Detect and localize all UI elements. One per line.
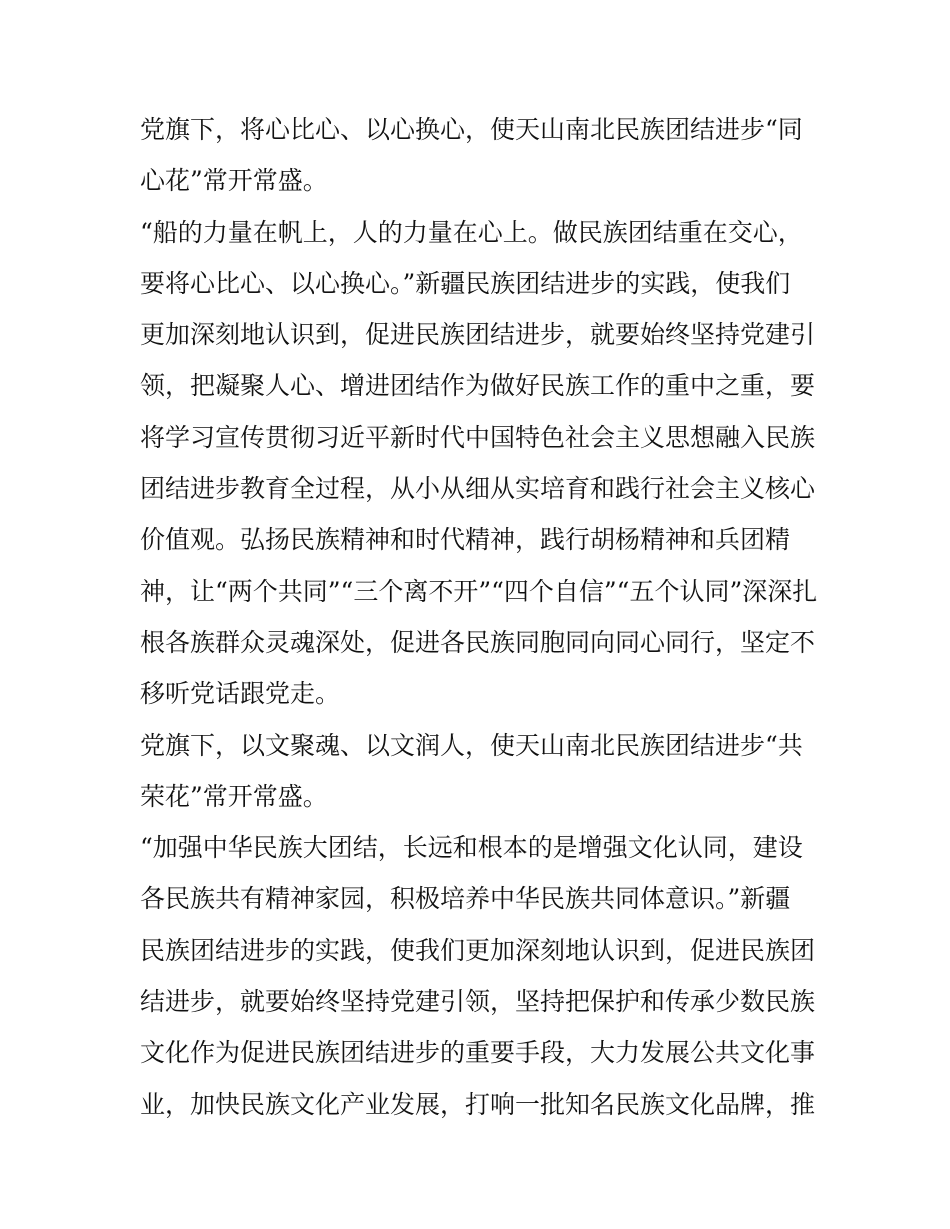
text-line: 价值观。弘扬民族精神和时代精神，践行胡杨精神和兵团精 bbox=[140, 525, 791, 555]
text-line: “加强中华民族大团结，长远和根本的是增强文化认同，建设 bbox=[140, 833, 803, 863]
text-line: 党旗下，以文聚魂、以文润人，使天山南北民族团结进步“共 bbox=[140, 730, 803, 760]
text-line: 要将心比心、以心换心。”新疆民族团结进步的实践，使我们 bbox=[140, 268, 791, 298]
text-line: 团结进步教育全过程，从小从细从实培育和践行社会主义核心 bbox=[140, 474, 816, 504]
text-line: 心花”常开常盛。 bbox=[140, 166, 328, 196]
text-line: 民族团结进步的实践，使我们更加深刻地认识到，促进民族团 bbox=[140, 935, 816, 965]
text-line: 移听党话跟党走。 bbox=[140, 679, 341, 709]
text-line: 将学习宣传贯彻习近平新时代中国特色社会主义思想融入民族 bbox=[140, 422, 816, 452]
text-line: 根各族群众灵魂深处，促进各民族同胞同向同心同行，坚定不 bbox=[140, 627, 816, 657]
text-line: 各民族共有精神家园，积极培养中华民族共同体意识。”新疆 bbox=[140, 884, 791, 914]
text-line: 业，加快民族文化产业发展，打响一批知名民族文化品牌，推 bbox=[140, 1089, 816, 1119]
text-line: 领，把凝聚人心、增进团结作为做好民族工作的重中之重，要 bbox=[140, 371, 816, 401]
text-line: 更加深刻地认识到，促进民族团结进步，就要始终坚持党建引 bbox=[140, 320, 816, 350]
text-line: 荣花”常开常盛。 bbox=[140, 781, 328, 811]
text-line: 党旗下，将心比心、以心换心，使天山南北民族团结进步“同 bbox=[140, 115, 803, 144]
text-line: 文化作为促进民族团结进步的重要手段，大力发展公共文化事 bbox=[140, 1038, 816, 1068]
text-line: 结进步，就要始终坚持党建引领，坚持把保护和传承少数民族 bbox=[140, 987, 816, 1017]
document-body bbox=[140, 104, 820, 1130]
text-line: “船的力量在帆上，人的力量在心上。做民族团结重在交心， bbox=[140, 217, 803, 247]
text-line: 神，让“两个共同”“三个离不开”“四个自信”“五个认同”深深扎 bbox=[140, 576, 818, 606]
